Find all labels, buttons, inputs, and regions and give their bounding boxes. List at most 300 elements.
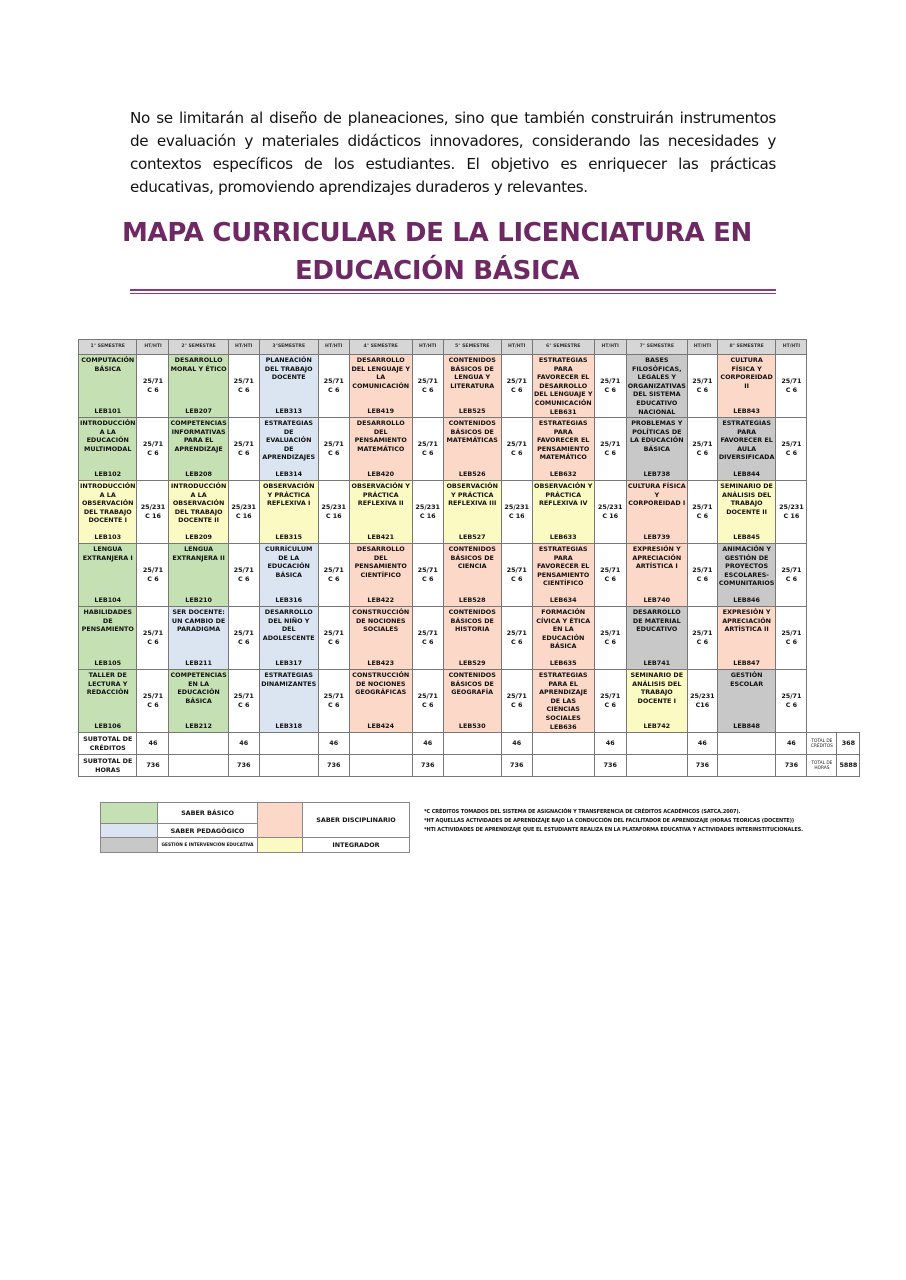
subtotal-value: 736	[412, 755, 443, 777]
semester-header: 7° SEMESTRE	[626, 340, 687, 355]
footnote: *HTI ACTIVIDADES DE APRENDIZAJE QUE EL ESTUDIANTE REALIZA EN LA PLATAFORMA EDUCATIVA Y ACTIVIDADES INTERINSTITUCIONALES.	[424, 827, 803, 833]
course-code: LEB525	[458, 407, 486, 416]
course-cell	[349, 670, 412, 733]
course-cell	[717, 670, 776, 733]
total-label: TOTAL DE HORAS	[807, 755, 837, 777]
blank-cell	[807, 355, 860, 418]
empty-cell	[717, 755, 776, 777]
credits: C 6	[147, 575, 159, 583]
hours-ratio: 25/71	[323, 692, 344, 701]
course-cell	[259, 355, 318, 418]
course-name: ESTRATEGIAS DINAMIZANTES	[261, 671, 317, 688]
course-hours	[687, 544, 717, 607]
course-hours	[501, 607, 532, 670]
course-name: DESARROLLO DEL PENSAMIENTO CIENTÍFICO	[354, 545, 407, 579]
course-name: CURRÍCULUM DE LA EDUCACIÓN BÁSICA	[265, 545, 313, 579]
course-row	[79, 355, 860, 418]
course-code: LEB526	[458, 470, 486, 479]
course-name: EXPRESIÓN Y APRECIACIÓN ARTÍSTICA II	[722, 608, 772, 634]
legend-swatch-basico	[101, 803, 158, 824]
course-hours	[318, 544, 349, 607]
course-cell	[532, 418, 594, 481]
course-code: LEB103	[94, 533, 122, 542]
credits: C 16	[783, 512, 800, 520]
credits: C 6	[422, 449, 434, 457]
course-hours	[776, 607, 807, 670]
course-name: OBSERVACIÓN Y PRÁCTICA REFLEXIVA IV	[534, 482, 593, 508]
hours-ratio: 25/71	[417, 377, 438, 386]
hours-ratio: 25/71	[692, 566, 713, 575]
credits: C 16	[145, 512, 161, 520]
course-code: LEB846	[733, 596, 760, 605]
credits: C 6	[604, 386, 616, 394]
course-cell	[717, 418, 776, 481]
course-name: INTRODUCCIÓN A LA EDUCACIÓN MULTIMODAL	[80, 419, 136, 453]
credits: C 6	[238, 449, 250, 457]
blank-cell	[807, 607, 860, 670]
hours-ratio: 25/71	[323, 377, 344, 386]
course-code: LEB633	[549, 533, 577, 542]
legend-swatch-disciplinario	[258, 803, 303, 838]
course-code: LEB738	[643, 470, 671, 479]
blank-cell	[807, 670, 860, 733]
course-hours	[687, 418, 717, 481]
course-cell	[626, 355, 687, 418]
hours-header: HT/HTI	[776, 340, 807, 355]
credits: C 6	[238, 701, 250, 709]
course-hours	[137, 670, 169, 733]
legend-label-gestion: GESTIÓN E INTERVENCIÓN EDUCATIVA	[158, 838, 258, 853]
course-name: ESTRATEGIAS PARA FAVORECER EL AULA DIVERSIFICADA	[718, 419, 775, 462]
hours-ratio: 25/231	[321, 503, 346, 512]
course-hours	[501, 544, 532, 607]
hours-ratio: 25/71	[233, 377, 254, 386]
course-cell	[532, 355, 594, 418]
course-name: CONSTRUCCIÓN DE NOCIONES GEOGRÁFICAS	[352, 671, 410, 697]
course-code: LEB419	[367, 407, 395, 416]
course-hours	[228, 418, 259, 481]
course-hours	[776, 670, 807, 733]
course-code: LEB421	[367, 533, 395, 542]
course-cell	[443, 418, 501, 481]
footnotes	[424, 808, 803, 835]
course-name: GESTIÓN ESCOLAR	[730, 671, 764, 688]
subtotal-label: SUBTOTAL DE HORAS	[79, 755, 137, 777]
course-code: LEB314	[275, 470, 303, 479]
hours-ratio: 25/71	[506, 440, 527, 449]
credits: C 6	[328, 701, 340, 709]
empty-cell	[626, 733, 687, 755]
hours-ratio: 25/71	[233, 440, 254, 449]
course-hours	[776, 481, 807, 544]
course-code: LEB209	[185, 533, 212, 542]
hours-ratio: 25/71	[417, 692, 438, 701]
semester-header: 8° SEMESTRE	[717, 340, 776, 355]
course-name: ESTRATEGIAS DE EVALUACIÓN DE APRENDIZAJES	[262, 419, 316, 462]
course-code: LEB318	[275, 722, 303, 731]
credits: C 6	[604, 701, 616, 709]
footnote: *C CRÉDITOS TOMADOS DEL SISTEMA DE ASIGNACIÓN Y TRANSFERENCIA DE CRÉDITOS ACADÉMICOS (SATCA.2007).	[424, 809, 741, 815]
empty-cell	[259, 733, 318, 755]
subtotal-hours-row	[79, 755, 860, 777]
course-hours	[318, 355, 349, 418]
hours-ratio: 25/71	[233, 692, 254, 701]
course-cell	[259, 418, 318, 481]
hours-ratio: 25/71	[323, 629, 344, 638]
credits: C 6	[696, 575, 709, 583]
course-cell	[532, 607, 594, 670]
course-hours	[412, 607, 443, 670]
credits: C 6	[785, 449, 798, 457]
course-name: DESARROLLO DE MATERIAL EDUCATIVO	[632, 608, 681, 634]
course-code: LEB102	[94, 470, 122, 479]
course-code: LEB211	[185, 659, 212, 668]
course-code: LEB316	[275, 596, 303, 605]
subtotal-value: 46	[594, 733, 626, 755]
course-name: ESTRATEGIAS PARA FAVORECER EL PENSAMIENTO MATEMÁTICO	[537, 419, 590, 462]
subtotal-value: 736	[501, 755, 532, 777]
hours-ratio: 25/71	[781, 440, 802, 449]
hours-ratio: 25/231	[779, 503, 804, 512]
course-cell	[79, 418, 137, 481]
course-name: FORMACIÓN CÍVICA Y ÉTICA EN LA EDUCACIÓN BÁSICA	[536, 608, 591, 651]
credits: C 6	[422, 701, 434, 709]
hours-ratio: 25/71	[781, 377, 802, 386]
course-name: OBSERVACIÓN Y PRÁCTICA REFLEXIVA III	[446, 482, 498, 508]
hours-header: HT/HTI	[501, 340, 532, 355]
course-hours	[594, 670, 626, 733]
title-line-1: MAPA CURRICULAR DE LA LICENCIATURA EN	[121, 218, 752, 248]
course-cell	[79, 607, 137, 670]
course-cell	[169, 481, 228, 544]
empty-cell	[169, 733, 228, 755]
hours-ratio: 25/231	[690, 692, 715, 701]
credits: C 16	[235, 512, 252, 520]
course-code: LEB527	[458, 533, 486, 542]
course-code: LEB530	[458, 722, 486, 731]
hours-ratio: 25/71	[417, 440, 438, 449]
course-cell	[169, 418, 228, 481]
course-code: LEB631	[549, 407, 577, 416]
course-hours	[687, 355, 717, 418]
legend-label-basico: SABER BÁSICO	[158, 803, 258, 824]
course-name: COMPETENCIAS INFORMATIVAS PARA EL APRENDIZAJE	[170, 419, 227, 453]
course-cell	[79, 355, 137, 418]
course-cell	[626, 670, 687, 733]
course-cell	[443, 607, 501, 670]
credits: C 6	[604, 638, 616, 646]
course-code: LEB104	[94, 596, 122, 605]
course-code: LEB636	[549, 722, 577, 731]
credits: C 6	[328, 638, 340, 646]
course-code: LEB424	[367, 722, 395, 731]
course-name: CONTENIDOS BÁSICOS DE HISTORIA	[448, 608, 496, 634]
hours-ratio: 25/71	[600, 440, 621, 449]
course-name: DESARROLLO DEL LENGUAJE Y LA COMUNICACIÓN	[351, 356, 410, 390]
course-hours	[318, 607, 349, 670]
subtotal-value: 46	[318, 733, 349, 755]
curriculum-table	[78, 339, 860, 777]
course-name: EXPRESIÓN Y APRECIACIÓN ARTÍSTICA I	[632, 545, 682, 571]
course-name: BASES FILOSÓFICAS, LEGALES Y ORGANIZATIVAS DEL SISTEMA EDUCATIVO NACIONAL	[627, 356, 686, 416]
course-name: CULTURA FÍSICA Y CORPOREIDAD I	[627, 482, 686, 508]
subtotal-value: 736	[776, 755, 807, 777]
course-code: LEB632	[549, 470, 577, 479]
course-hours	[412, 481, 443, 544]
course-cell	[532, 481, 594, 544]
course-name: DESARROLLO DEL NIÑO Y DEL ADOLESCENTE	[262, 608, 315, 642]
intro-paragraph: No se limitarán al diseño de planeaciones, sino que también construirán instrumentos de evaluación y materiales didácticos innovadores, considerando las necesidades y contextos específicos de los estudiantes. El objetivo es enriquecer las prácticas educativas, promoviendo aprendizajes duraderos y relevantes.	[130, 109, 776, 196]
course-name: ESTRATEGIAS PARA EL APRENDIZAJE DE LAS CIENCIAS SOCIALES	[538, 671, 588, 722]
blank-cell	[807, 418, 860, 481]
credits: C 6	[696, 638, 709, 646]
course-name: COMPUTACIÓN BÁSICA	[81, 356, 135, 373]
course-name: ESTRATEGIAS PARA FAVORECER EL PENSAMIENTO CIENTÍFICO	[537, 545, 590, 588]
course-cell	[349, 355, 412, 418]
total-label: TOTAL DE CRÉDITOS	[807, 733, 837, 755]
course-cell	[349, 607, 412, 670]
course-hours	[137, 481, 169, 544]
course-row	[79, 607, 860, 670]
course-name: CULTURA FÍSICA Y CORPOREIDAD II	[720, 356, 773, 390]
course-code: LEB106	[94, 722, 122, 731]
course-cell	[626, 607, 687, 670]
subtotal-value: 46	[137, 733, 169, 755]
credits: C 16	[508, 512, 525, 520]
credits: C 6	[696, 449, 709, 457]
hours-ratio: 25/231	[140, 503, 166, 512]
course-code: LEB844	[733, 470, 760, 479]
semester-header: 1° SEMESTRE	[79, 340, 137, 355]
course-name: HABILIDADES DE PENSAMIENTO	[81, 608, 134, 634]
course-hours	[137, 355, 169, 418]
course-cell	[532, 670, 594, 733]
course-code: LEB635	[549, 659, 577, 668]
legend-swatch-gestion	[101, 838, 158, 853]
semester-header: 2° SEMESTRE	[169, 340, 228, 355]
subtotal-value: 736	[137, 755, 169, 777]
credits: C 6	[511, 575, 523, 583]
subtotal-credits-row	[79, 733, 860, 755]
course-code: LEB847	[733, 659, 760, 668]
credits: C 6	[422, 575, 434, 583]
legend-label-pedagogico: SABER PEDAGÓGICO	[158, 824, 258, 838]
blank-cell	[807, 481, 860, 544]
course-cell	[532, 544, 594, 607]
course-code: LEB529	[458, 659, 486, 668]
course-hours	[687, 670, 717, 733]
subtotal-value: 736	[318, 755, 349, 777]
hours-ratio: 25/71	[692, 377, 713, 386]
credits: C16	[695, 701, 710, 709]
legend-swatch-pedagogico	[101, 824, 158, 838]
course-row	[79, 544, 860, 607]
course-cell	[717, 544, 776, 607]
credits: C 6	[785, 386, 798, 394]
hours-ratio: 25/71	[323, 440, 344, 449]
hours-ratio: 25/231	[415, 503, 440, 512]
course-name: PROBLEMAS Y POLÍTICAS DE LA EDUCACIÓN BÁSICA	[629, 419, 684, 453]
subtotal-value: 736	[594, 755, 626, 777]
course-name: INTRODUCCIÓN A LA OBSERVACIÓN DEL TRABAJO DOCENTE II	[170, 482, 227, 525]
hours-ratio: 25/71	[692, 503, 713, 512]
legend-label-integrador: INTEGRADOR	[303, 838, 410, 853]
credits: C 16	[419, 512, 436, 520]
course-cell	[626, 544, 687, 607]
credits: C 6	[238, 575, 250, 583]
course-cell	[443, 355, 501, 418]
course-hours	[228, 670, 259, 733]
hours-ratio: 25/71	[692, 440, 713, 449]
empty-cell	[443, 755, 501, 777]
course-code: LEB740	[643, 596, 671, 605]
title-divider	[130, 293, 776, 294]
course-name: CONSTRUCCIÓN DE NOCIONES SOCIALES	[352, 608, 410, 634]
course-hours	[594, 418, 626, 481]
hours-ratio: 25/71	[781, 629, 802, 638]
course-cell	[259, 481, 318, 544]
course-name: OBSERVACIÓN Y PRÁCTICA REFLEXIVA I	[262, 482, 315, 508]
course-cell	[626, 481, 687, 544]
course-code: LEB208	[185, 470, 212, 479]
course-code: LEB742	[643, 722, 671, 731]
course-hours	[501, 481, 532, 544]
empty-cell	[626, 755, 687, 777]
empty-cell	[349, 755, 412, 777]
course-cell	[169, 607, 228, 670]
hours-ratio: 25/71	[600, 692, 621, 701]
course-hours	[137, 418, 169, 481]
course-name: CONTENIDOS BÁSICOS DE LENGUA Y LITERATURA	[448, 356, 496, 390]
course-cell	[259, 670, 318, 733]
credits: C 6	[785, 575, 798, 583]
course-hours	[594, 481, 626, 544]
title-line-2: EDUCACIÓN BÁSICA	[294, 256, 580, 286]
credits: C 6	[696, 386, 709, 394]
course-cell	[349, 544, 412, 607]
course-hours	[137, 544, 169, 607]
course-hours	[594, 355, 626, 418]
hours-ratio: 25/71	[506, 629, 527, 638]
credits: C 6	[147, 638, 159, 646]
hours-header: HT/HTI	[412, 340, 443, 355]
hours-header: HT/HTI	[228, 340, 259, 355]
credits: C 6	[511, 638, 523, 646]
hours-ratio: 25/71	[142, 629, 164, 638]
credits: C 6	[511, 701, 523, 709]
header-row	[79, 340, 860, 355]
course-cell	[169, 355, 228, 418]
hours-ratio: 25/71	[142, 440, 164, 449]
course-hours	[501, 418, 532, 481]
hours-ratio: 25/71	[233, 566, 254, 575]
blank-cell	[807, 340, 860, 355]
course-name: DESARROLLO DEL PENSAMIENTO MATEMÁTICO	[354, 419, 407, 453]
legend-swatch-integrador	[258, 838, 303, 853]
course-hours	[412, 418, 443, 481]
course-hours	[318, 670, 349, 733]
course-row	[79, 481, 860, 544]
course-hours	[228, 355, 259, 418]
semester-header: 6° SEMESTRE	[532, 340, 594, 355]
course-cell	[717, 607, 776, 670]
credits: C 6	[328, 386, 340, 394]
course-hours	[776, 418, 807, 481]
course-code: LEB528	[458, 596, 486, 605]
course-cell	[443, 481, 501, 544]
course-name: CONTENIDOS BÁSICOS DE MATEMÁTICAS	[446, 419, 498, 445]
course-cell	[626, 418, 687, 481]
total-value: 5888	[837, 755, 860, 777]
course-name: CONTENIDOS BÁSICOS DE CIENCIA	[448, 545, 496, 571]
course-code: LEB101	[94, 407, 122, 416]
course-row	[79, 670, 860, 733]
course-code: LEB317	[275, 659, 303, 668]
credits: C 16	[602, 512, 619, 520]
course-name: LENGUA EXTRANJERA I	[82, 545, 133, 562]
empty-cell	[532, 733, 594, 755]
course-code: LEB739	[643, 533, 671, 542]
course-name: ESTRATEGIAS PARA FAVORECER EL DESARROLLO DEL LENGUAJE Y COMUNICACIÓN	[533, 356, 593, 407]
course-name: SEMINARIO DE ANÁLISIS DEL TRABAJO DOCENTE I	[630, 671, 684, 705]
course-cell	[349, 481, 412, 544]
empty-cell	[443, 733, 501, 755]
hours-ratio: 25/71	[506, 692, 527, 701]
course-hours	[594, 607, 626, 670]
subtotal-value: 736	[687, 755, 717, 777]
course-code: LEB313	[275, 407, 303, 416]
course-code: LEB105	[94, 659, 122, 668]
credits: C 6	[604, 449, 616, 457]
course-cell	[79, 544, 137, 607]
course-hours	[412, 670, 443, 733]
course-code: LEB845	[733, 533, 760, 542]
course-cell	[259, 607, 318, 670]
hours-ratio: 25/71	[781, 566, 802, 575]
subtotal-value: 46	[412, 733, 443, 755]
course-hours	[318, 481, 349, 544]
hours-ratio: 25/71	[600, 566, 621, 575]
course-hours	[594, 544, 626, 607]
course-code: LEB315	[275, 533, 303, 542]
credits: C 6	[147, 386, 159, 394]
course-name: PLANEACIÓN DEL TRABAJO DOCENTE	[264, 356, 313, 382]
hours-ratio: 25/71	[506, 377, 527, 386]
course-code: LEB207	[185, 407, 212, 416]
course-name: LENGUA EXTRANJERA II	[172, 545, 225, 562]
credits: C 6	[604, 575, 616, 583]
credits: C 6	[785, 638, 798, 646]
empty-cell	[169, 755, 228, 777]
course-hours	[228, 607, 259, 670]
course-hours	[776, 355, 807, 418]
subtotal-value: 46	[776, 733, 807, 755]
hours-ratio: 25/71	[323, 566, 344, 575]
hours-ratio: 25/71	[692, 629, 713, 638]
course-hours	[137, 607, 169, 670]
course-hours	[687, 481, 717, 544]
course-code: LEB422	[367, 596, 395, 605]
subtotal-value: 46	[228, 733, 259, 755]
empty-cell	[349, 733, 412, 755]
semester-header: 5° SEMESTRE	[443, 340, 501, 355]
course-cell	[443, 544, 501, 607]
course-row	[79, 418, 860, 481]
hours-ratio: 25/71	[506, 566, 527, 575]
course-hours	[412, 544, 443, 607]
course-code: LEB212	[185, 722, 212, 731]
title-divider	[130, 289, 776, 291]
